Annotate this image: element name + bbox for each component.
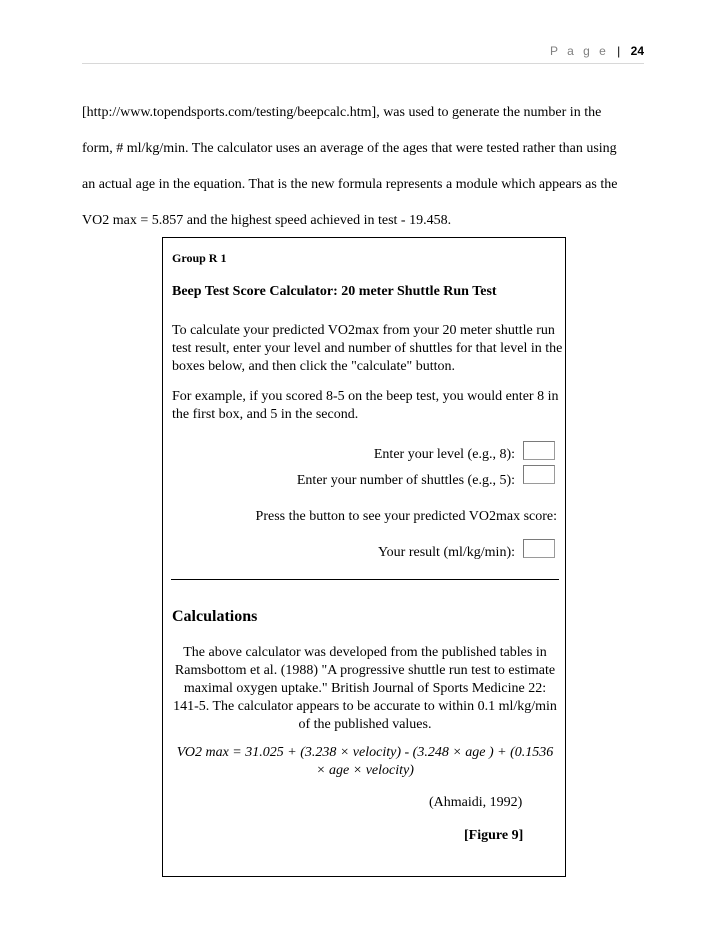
result-input[interactable]	[523, 539, 555, 558]
page-word: P a g e	[550, 44, 609, 58]
citation: (Ahmaidi, 1992)	[429, 795, 523, 810]
figure-box	[162, 237, 566, 877]
page-separator: |	[617, 44, 621, 58]
vo2max-formula: VO2 max = 31.025 + (3.238 × velocity) - (3.248 × age ) + (0.1536 × age × velocity)	[176, 745, 554, 778]
figure-divider	[171, 579, 559, 580]
level-label: Enter your level (e.g., 8):	[373, 447, 515, 462]
shuttles-label: Enter your number of shuttles (e.g., 5):	[296, 473, 515, 488]
instructions-text: To calculate your predicted VO2max from your 20 meter shuttle run test result, enter your level and number of shuttles for that level in the boxes below, and then click the "calculate" button.	[172, 323, 563, 374]
figure-label: [Figure 9]	[464, 828, 524, 843]
shuttles-input[interactable]	[523, 465, 555, 484]
calculator-title: Beep Test Score Calculator: 20 meter Shuttle Run Test	[172, 284, 497, 299]
body-paragraph	[82, 95, 652, 239]
body-line: form, # ml/kg/min. The calculator uses an average of the ages that were tested rather than using	[82, 141, 617, 156]
example-text: For example, if you scored 8-5 on the beep test, you would enter 8 in the first box, and 5 in the second.	[172, 389, 559, 422]
calculations-heading: Calculations	[172, 608, 258, 625]
group-label: Group R 1	[172, 251, 227, 265]
body-line: an actual age in the equation. That is the new formula represents a module which appears as the	[82, 177, 618, 192]
calculations-text: The above calculator was developed from the published tables in Ramsbottom et al. (1988) "A progressive shuttle run test to estimate maximal oxygen uptake." British Journal of Sports Medicine 22: 141-5. The calculator appears to be accurate to within 0.1 ml/kg/min of the published values.	[173, 645, 557, 732]
result-label: Your result (ml/kg/min):	[377, 545, 515, 560]
body-line: [http://www.topendsports.com/testing/beepcalc.htm], was used to generate the number in the	[82, 105, 602, 120]
body-line: VO2 max = 5.857 and the highest speed achieved in test - 19.458.	[82, 213, 452, 228]
press-button-label: Press the button to see your predicted VO2max score:	[255, 509, 557, 524]
header-divider	[82, 63, 644, 64]
page-header	[550, 44, 644, 58]
level-input[interactable]	[523, 441, 555, 460]
page-number: 24	[630, 44, 644, 58]
